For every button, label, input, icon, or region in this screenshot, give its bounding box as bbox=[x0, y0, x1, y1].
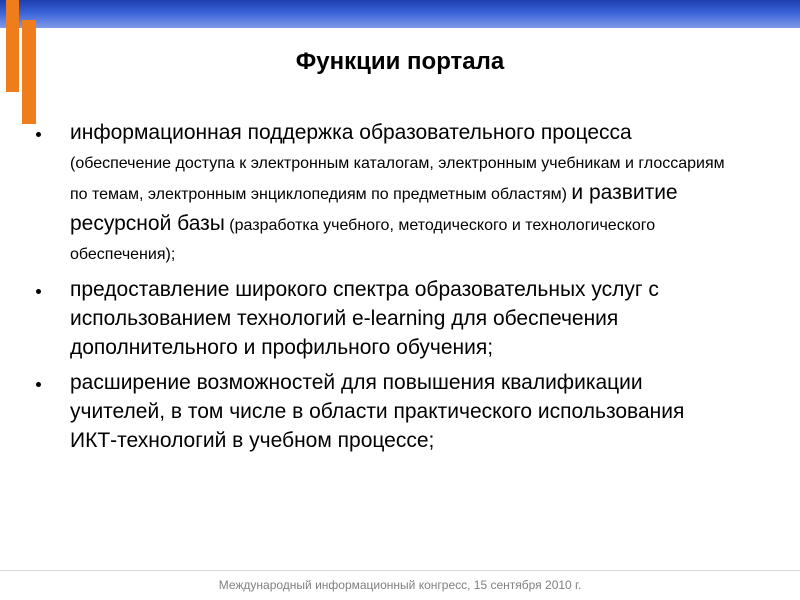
slide-footer: Международный информационный конгресс, 15 сентября 2010 г. bbox=[218, 578, 582, 592]
bullet-2-segment-1: предоставление широкого спектра образовательных услуг с использованием технологий e-learning для обеспечения дополнительного и профильного обучения; bbox=[70, 278, 659, 359]
bullet-dot-icon bbox=[36, 289, 41, 294]
bullet-1-segment-4: (разработка учебного, методического и технологического обеспечения); bbox=[70, 217, 656, 263]
bullet-1-segment-2: (обеспечение доступа к электронным каталогам, электронным учебникам и глоссариям по темам, электронным энциклопедиям по предметным областям) bbox=[70, 155, 725, 203]
bullet-3-segment-1: расширение возможностей для повышения квалификации учителей, в том числе в области практического использования ИКТ-технологий в учебном процессе; bbox=[70, 371, 685, 452]
footer-divider bbox=[0, 570, 800, 571]
bullet-1-segment-3: и развитие ресурсной базы bbox=[70, 181, 678, 235]
top-header-bar bbox=[0, 0, 800, 28]
bullet-item-teacher-qualification bbox=[36, 368, 736, 455]
bullet-list bbox=[36, 118, 736, 461]
bullet-dot-icon bbox=[36, 132, 41, 137]
bullet-dot-icon bbox=[36, 382, 41, 387]
bullet-item-information-support bbox=[36, 118, 736, 269]
bullet-1-segment-1: информационная поддержка образовательного процесса bbox=[70, 121, 632, 144]
slide-title: Функции портала bbox=[295, 48, 505, 75]
bullet-item-educational-services bbox=[36, 275, 736, 362]
